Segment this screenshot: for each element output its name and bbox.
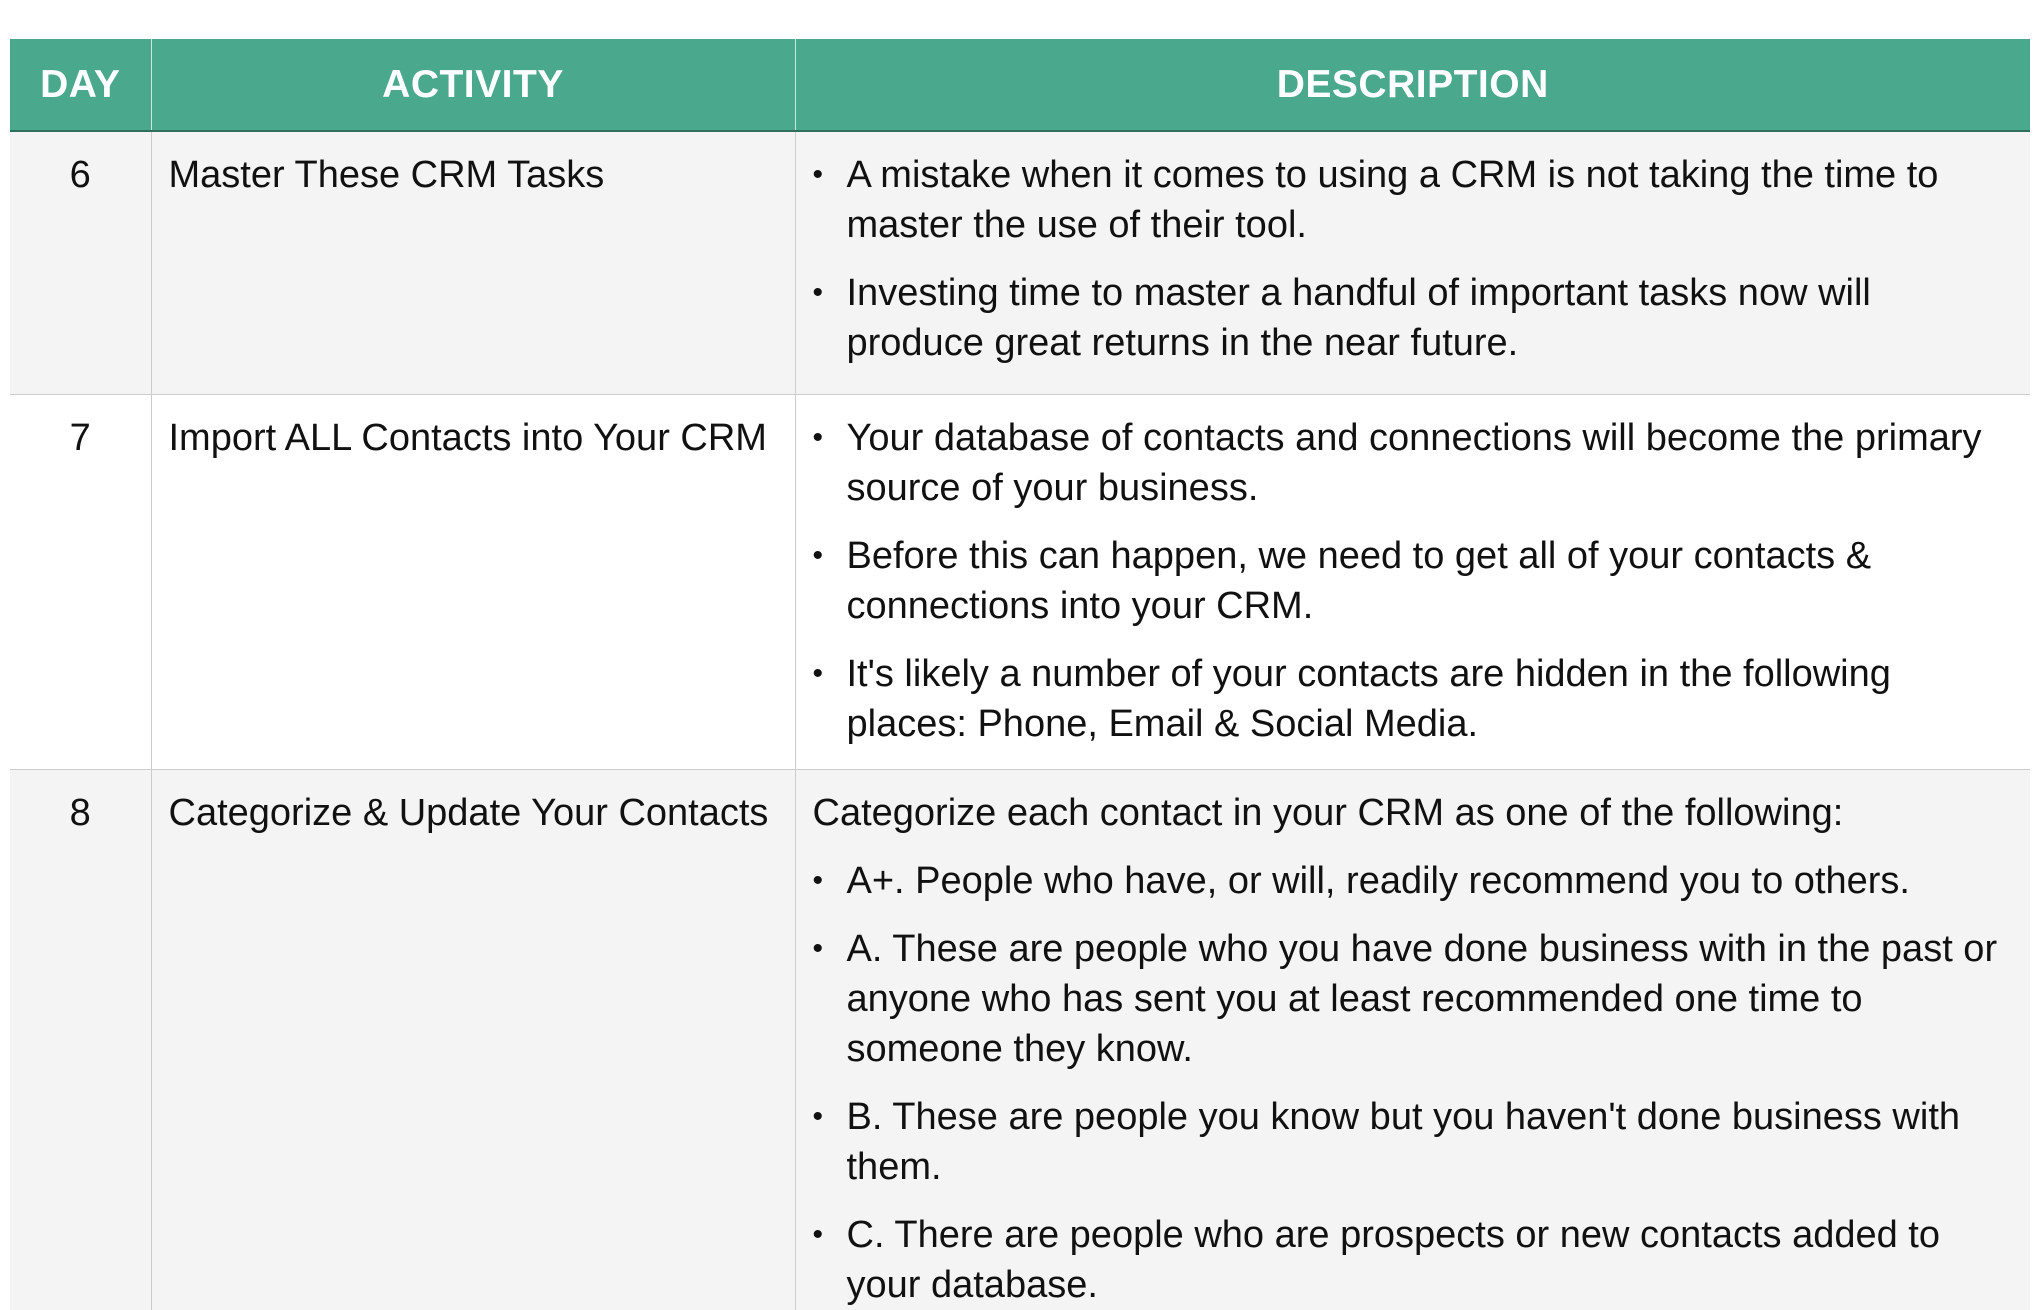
description-list bbox=[813, 856, 2011, 1310]
table-row-day-6 bbox=[10, 131, 2030, 395]
description-cell bbox=[795, 770, 2030, 1310]
description-bullet: • Your database of contacts and connections will become the primary source of your business. bbox=[813, 413, 2011, 513]
description-bullet: • Investing time to master a handful of important tasks now will produce great returns in the near future. bbox=[813, 268, 2011, 368]
description-list bbox=[813, 150, 2011, 368]
description-cell bbox=[795, 395, 2030, 770]
activity-cell: Master These CRM Tasks bbox=[151, 131, 795, 395]
description-list bbox=[813, 413, 2011, 749]
description-bullet: • Before this can happen, we need to get all of your contacts & connections into your CRM. bbox=[813, 531, 2011, 631]
description-bullet: • B. These are people you know but you haven't done business with them. bbox=[813, 1092, 2011, 1192]
description-intro: Categorize each contact in your CRM as one of the following: bbox=[812, 792, 1844, 834]
table-row-day-8 bbox=[10, 770, 2030, 1310]
day-cell: 6 bbox=[10, 131, 151, 395]
day-cell: 7 bbox=[10, 395, 151, 770]
activity-cell: Import ALL Contacts into Your CRM bbox=[151, 395, 795, 770]
description-bullet: • C. There are people who are prospects or new contacts added to your database. bbox=[813, 1210, 2011, 1310]
activity-cell: Categorize & Update Your Contacts bbox=[151, 770, 795, 1310]
day-cell: 8 bbox=[10, 770, 151, 1310]
description-cell bbox=[795, 131, 2030, 395]
crm-plan-table bbox=[10, 39, 2030, 1310]
header-activity: ACTIVITY bbox=[151, 39, 795, 131]
header-row bbox=[10, 39, 2030, 131]
table-row-day-7 bbox=[10, 395, 2030, 770]
description-bullet: • A mistake when it comes to using a CRM is not taking the time to master the use of their tool. bbox=[813, 150, 2011, 250]
description-bullet: • A+. People who have, or will, readily recommend you to others. bbox=[813, 856, 2011, 906]
table-body bbox=[10, 131, 2030, 1310]
table-header bbox=[10, 39, 2030, 131]
description-bullet: • It's likely a number of your contacts are hidden in the following places: Phone, Email & Social Media. bbox=[813, 649, 2011, 749]
header-description: DESCRIPTION bbox=[795, 39, 2030, 131]
header-day: DAY bbox=[10, 39, 151, 131]
description-bullet: • A. These are people who you have done business with in the past or anyone who has sent you at least recommended one time to someone they know. bbox=[813, 924, 2011, 1074]
